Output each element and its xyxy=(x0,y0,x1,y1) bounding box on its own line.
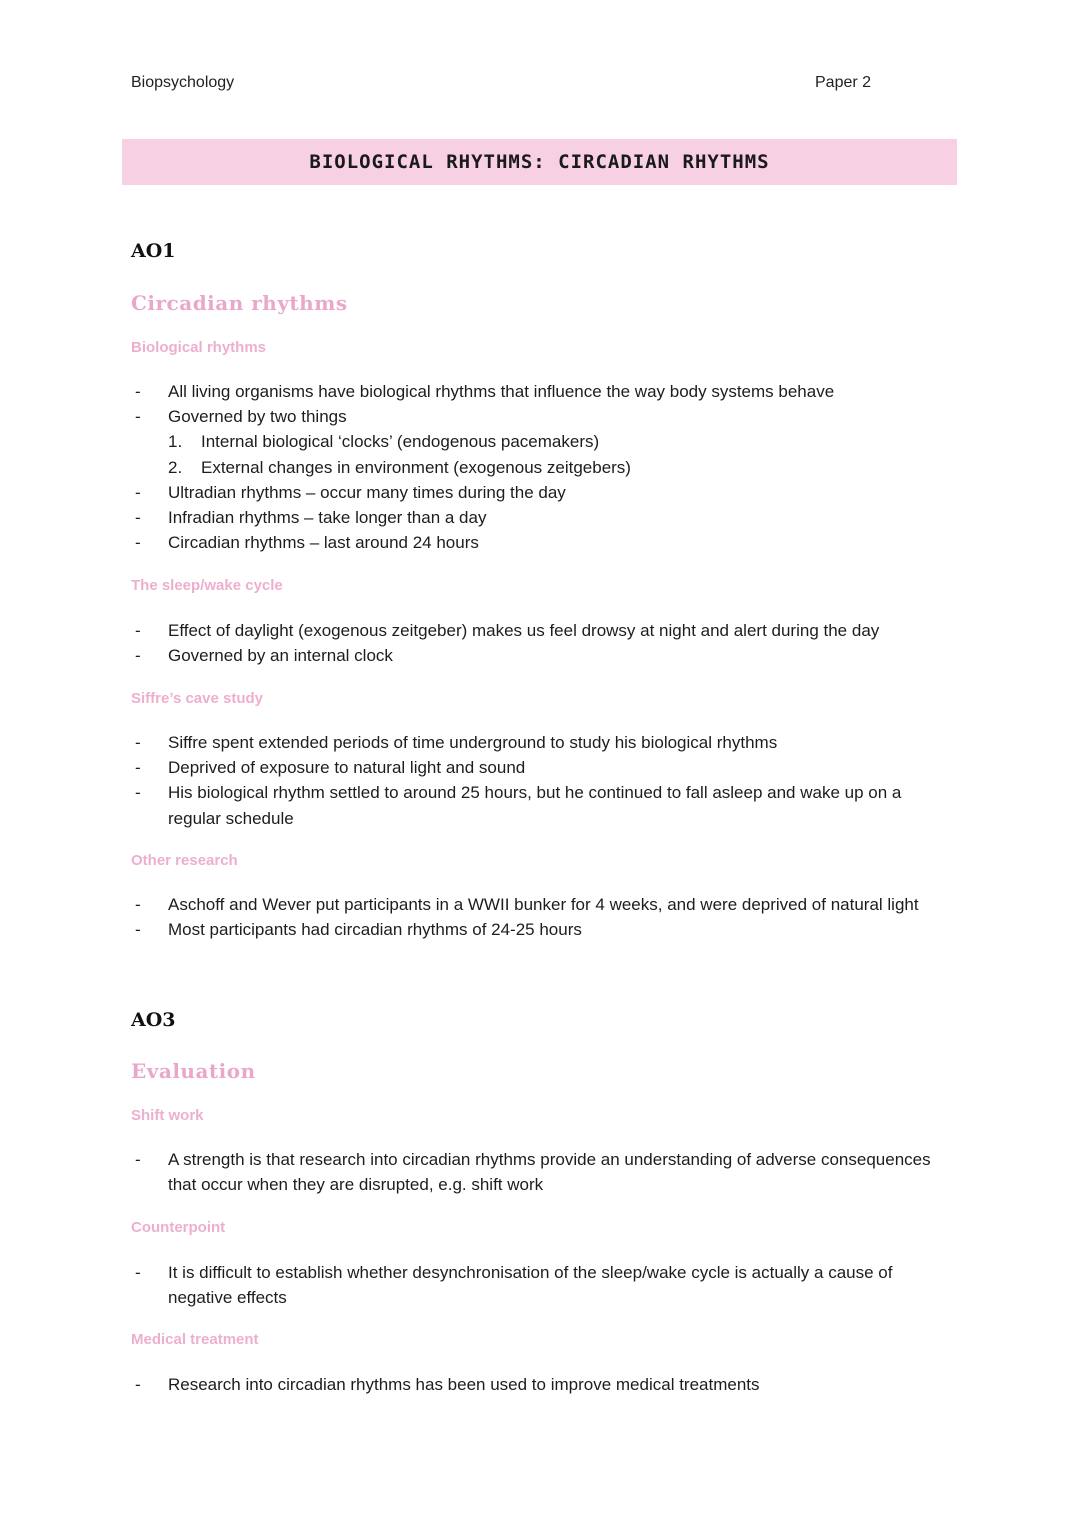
bullet-dash: - xyxy=(135,482,141,502)
list-item-text: All living organisms have biological rhythms that influence the way body systems behave xyxy=(168,382,835,401)
list-item xyxy=(131,755,951,780)
list-item-text: Circadian rhythms – last around 24 hours xyxy=(168,533,479,553)
list-counterpoint xyxy=(131,1260,951,1310)
list-item-text: Aschoff and Wever put participants in a WWII bunker for 4 weeks, and were deprived of natural light xyxy=(168,895,919,914)
list-item-text: Research into circadian rhythms has been used to improve medical treatments xyxy=(168,1375,760,1394)
title-bar xyxy=(122,139,957,185)
subheading-siffre: Siffre’s cave study xyxy=(131,690,264,707)
subheading-other-research: Other research xyxy=(131,852,238,869)
number-marker: 2. xyxy=(168,457,183,477)
section-title-circadian: Circadian rhythms xyxy=(131,291,348,315)
number-marker: 1. xyxy=(168,432,183,452)
list-item xyxy=(131,1372,951,1397)
list-item xyxy=(131,730,951,755)
list-item-text: Governed by two things xyxy=(168,407,347,427)
subheading-medical-treatment: Medical treatment xyxy=(131,1331,259,1348)
list-item xyxy=(131,379,951,404)
list-other-research xyxy=(131,892,951,942)
bullet-dash: - xyxy=(135,920,141,940)
numbered-item-text: External changes in environment (exogenous zeitgebers) xyxy=(201,457,631,477)
list-item-text: Effect of daylight (exogenous zeitgeber) makes us feel drowsy at night and alert during the day xyxy=(168,621,880,640)
list-item-text: His biological rhythm settled to around 25 hours, but he continued to fall asleep and wake up on a regular schedule xyxy=(168,783,902,828)
bullet-dash: - xyxy=(135,1263,141,1282)
list-item-text: Siffre spent extended periods of time underground to study his biological rhythms xyxy=(168,733,778,752)
bullet-dash: - xyxy=(135,508,141,528)
bullet-dash: - xyxy=(135,533,141,553)
list-siffre xyxy=(131,730,951,831)
bullet-dash: - xyxy=(135,783,141,803)
section-title-evaluation: Evaluation xyxy=(131,1059,256,1083)
list-item xyxy=(131,618,951,643)
list-item xyxy=(131,780,951,830)
bullet-dash: - xyxy=(135,382,141,401)
header-subject: Biopsychology xyxy=(131,74,235,91)
list-item xyxy=(131,404,951,429)
header-paper: Paper 2 xyxy=(815,74,872,91)
bullet-dash: - xyxy=(135,407,141,427)
list-item-text: Ultradian rhythms – occur many times during the day xyxy=(168,482,566,502)
page-title: BIOLOGICAL RHYTHMS: CIRCADIAN RHYTHMS xyxy=(309,151,770,173)
subheading-counterpoint: Counterpoint xyxy=(131,1219,226,1236)
list-item xyxy=(131,505,951,530)
list-item xyxy=(131,1260,951,1310)
list-medical-treatment xyxy=(131,1372,951,1397)
list-item-text: It is difficult to establish whether desynchronisation of the sleep/wake cycle is actually a cause of negative effects xyxy=(168,1263,893,1308)
list-item xyxy=(131,530,951,555)
numbered-item-text: Internal biological ‘clocks’ (endogenous pacemakers) xyxy=(201,432,600,452)
bullet-dash: - xyxy=(135,1150,141,1169)
list-biological-rhythms xyxy=(131,379,951,555)
list-item xyxy=(131,892,951,917)
bullet-dash: - xyxy=(135,646,141,666)
list-sleep-wake xyxy=(131,618,951,668)
subheading-biological-rhythms: Biological rhythms xyxy=(131,339,267,356)
bullet-dash: - xyxy=(135,758,141,778)
list-item-text: Deprived of exposure to natural light and sound xyxy=(168,758,526,778)
numbered-item xyxy=(131,429,951,454)
ao3-label: AO3 xyxy=(131,1009,176,1031)
bullet-dash: - xyxy=(135,621,141,640)
list-item xyxy=(131,1147,951,1197)
list-shift-work xyxy=(131,1147,951,1197)
bullet-dash: - xyxy=(135,895,141,914)
bullet-dash: - xyxy=(135,733,141,752)
list-item-text: A strength is that research into circadian rhythms provide an understanding of adverse consequences that occur when they are disrupted, e.g. shift work xyxy=(168,1150,931,1195)
list-item xyxy=(131,917,951,942)
list-item-text: Infradian rhythms – take longer than a day xyxy=(168,508,487,528)
numbered-item xyxy=(131,455,951,480)
list-item-text: Most participants had circadian rhythms of 24-25 hours xyxy=(168,920,582,940)
list-item xyxy=(131,480,951,505)
list-item-text: Governed by an internal clock xyxy=(168,646,393,666)
subheading-sleep-wake: The sleep/wake cycle xyxy=(131,577,283,594)
list-item xyxy=(131,643,951,668)
ao1-label: AO1 xyxy=(131,240,176,262)
bullet-dash: - xyxy=(135,1375,141,1394)
subheading-shift-work: Shift work xyxy=(131,1107,204,1124)
